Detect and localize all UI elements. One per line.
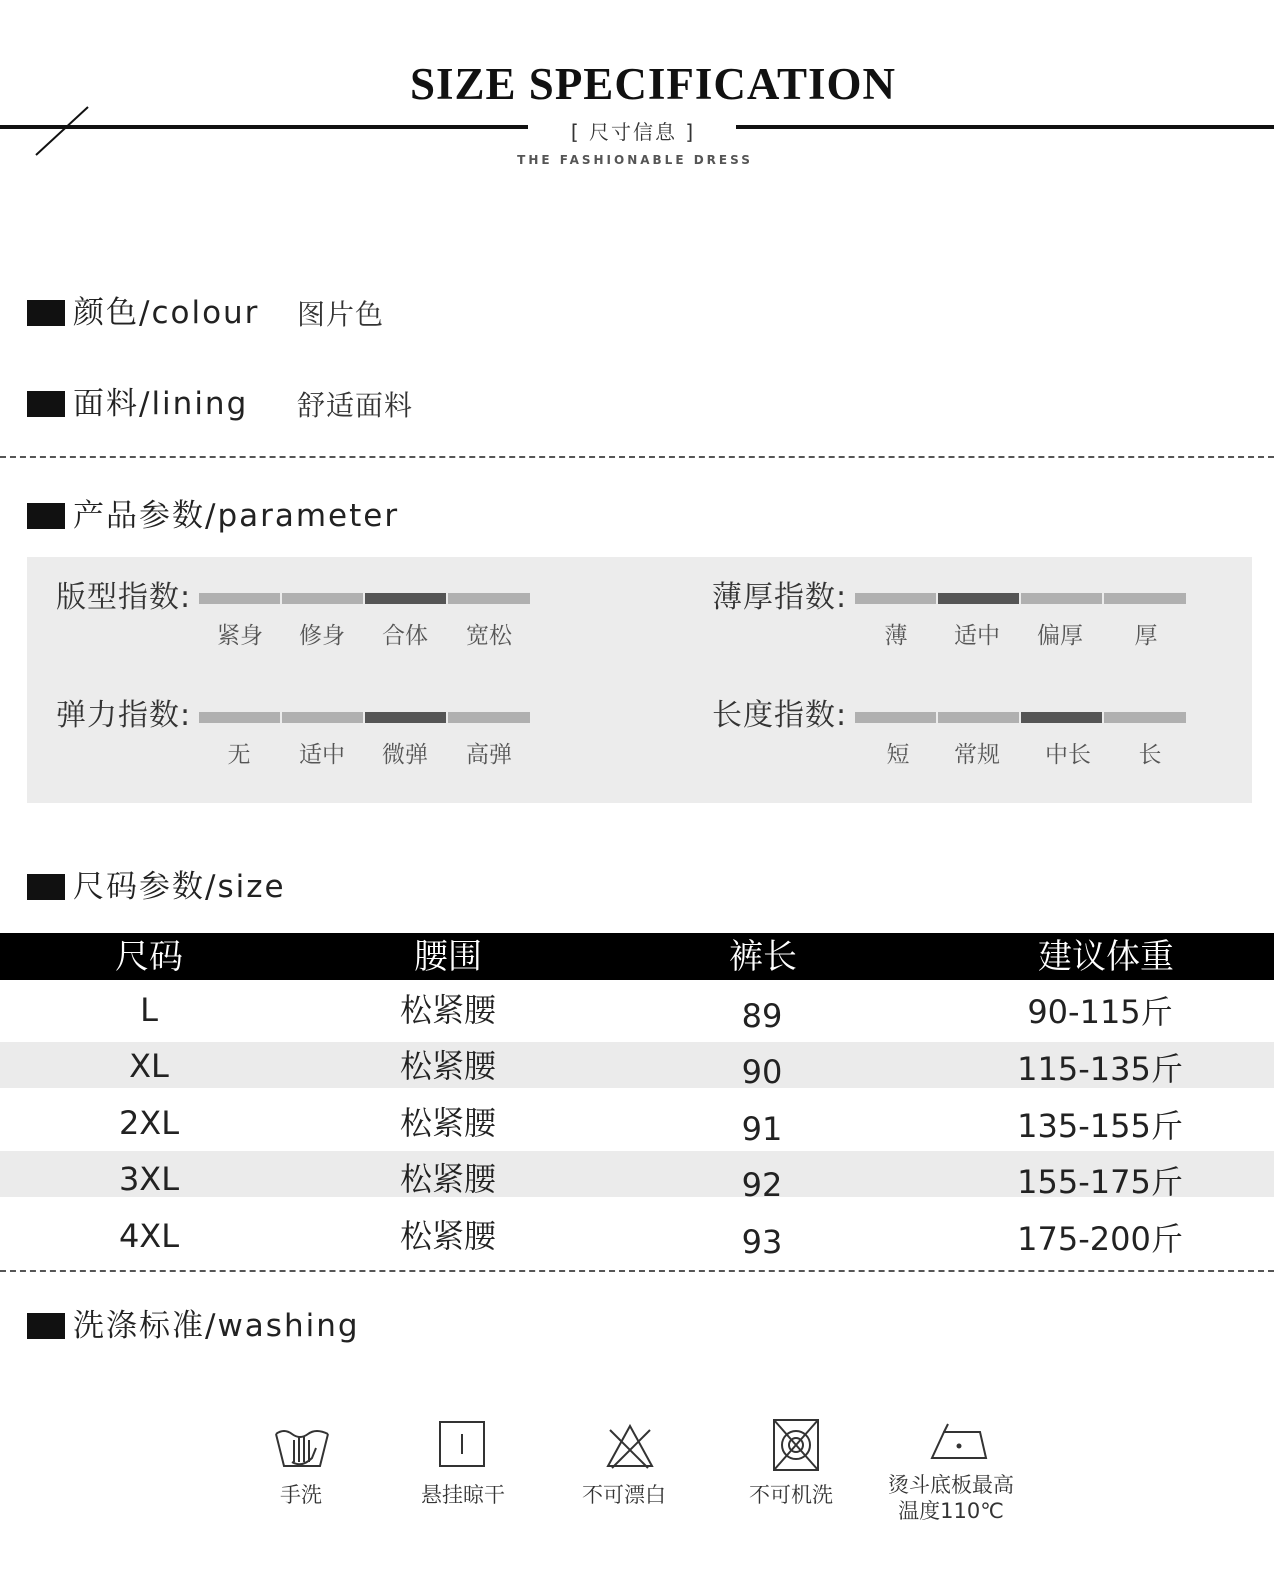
table-cell: 2XL [118,1104,180,1142]
elasticity-option: 微弹 [382,742,428,768]
fit-option: 紧身 [217,623,263,649]
table-cell: 松紧腰 [399,1160,496,1198]
table-cell: 115-135斤 [1017,1050,1183,1088]
length-option: 长 [1138,742,1162,768]
lining-value: 舒适面料 [297,389,414,422]
fit-index-segment [199,593,280,604]
table-cell: 松紧腰 [399,1047,496,1085]
hang-dry-label: 悬挂晾干 [421,1483,505,1507]
table-cell: 松紧腰 [399,991,496,1029]
table-cell: 155-175斤 [1017,1163,1183,1201]
fit-index-segment-selected [365,593,446,604]
fit-index-label: 版型指数: [56,580,192,615]
header-subtitle: [ 尺寸信息 ] [570,120,696,144]
table-cell: 92 [741,1166,783,1204]
thickness-index-label: 薄厚指数: [712,580,848,615]
elasticity-option: 无 [227,742,251,768]
table-cell: L [140,991,158,1029]
thickness-index-segment [855,593,936,604]
column-header: 腰围 [414,937,482,977]
length-index-segment [938,712,1019,723]
elasticity-index-segment-selected [365,712,446,723]
table-cell: 4XL [118,1217,180,1255]
table-cell: 135-155斤 [1017,1107,1183,1145]
hand-wash-label: 手洗 [280,1483,322,1507]
washing-title: 洗涤标准/washing [73,1308,360,1344]
size-title: 尺码参数/size [73,869,286,905]
section-marker [27,503,65,529]
thickness-option: 薄 [884,623,908,649]
section-marker [27,391,65,417]
header-rule-right [736,125,1274,129]
header-tagline: THE FASHIONABLE DRESS [517,153,753,167]
iron-label: 烫斗底板最高 [888,1473,1014,1497]
no-machine-wash-label: 不可机洗 [749,1483,833,1507]
table-cell: 175-200斤 [1017,1220,1183,1258]
no-machine-wash-icon [766,1414,826,1474]
column-header: 建议体重 [1038,937,1174,977]
length-index-label: 长度指数: [712,698,848,733]
iron-label-line2: 温度110℃ [898,1499,1004,1523]
fit-index-segment [282,593,363,604]
elasticity-index-segment [282,712,363,723]
length-option: 常规 [954,742,1000,768]
table-cell: 松紧腰 [399,1104,496,1142]
fit-option: 修身 [299,623,345,649]
thickness-option: 适中 [954,623,1000,649]
elasticity-index-segment [199,712,280,723]
length-index-segment [855,712,936,723]
table-cell: 93 [741,1223,783,1261]
table-cell: 90 [741,1053,783,1091]
no-bleach-icon [600,1418,660,1478]
column-header: 裤长 [729,937,797,977]
column-header: 尺码 [115,937,183,977]
colour-label: 颜色/colour [73,295,260,331]
parameter-title: 产品参数/parameter [73,498,400,534]
table-cell: 91 [741,1110,783,1148]
iron-icon [928,1418,992,1478]
section-marker [27,300,65,326]
elasticity-option: 适中 [299,742,345,768]
thickness-option: 厚 [1134,623,1158,649]
divider [0,456,1274,458]
fit-option: 合体 [382,623,428,649]
table-cell: 90-115斤 [1027,993,1173,1031]
length-option: 短 [886,742,910,768]
decorative-slash-icon [34,105,94,159]
hang-dry-icon [434,1416,494,1476]
table-cell: 松紧腰 [399,1217,496,1255]
table-cell: XL [129,1047,169,1085]
table-cell: 89 [741,997,783,1035]
elasticity-index-segment [448,712,530,723]
length-index-segment [1104,712,1186,723]
no-bleach-label: 不可漂白 [582,1483,666,1507]
hand-wash-icon [272,1418,332,1478]
page-title: SIZE SPECIFICATION [409,59,897,109]
colour-value: 图片色 [297,298,385,331]
lining-label: 面料/lining [73,386,249,422]
fit-option: 宽松 [466,623,512,649]
thickness-index-segment-selected [938,593,1019,604]
section-marker [27,874,65,900]
thickness-index-segment [1021,593,1102,604]
length-option: 中长 [1045,742,1091,768]
elasticity-index-label: 弹力指数: [56,698,192,733]
fit-index-segment [448,593,530,604]
thickness-option: 偏厚 [1037,623,1083,649]
table-cell: 3XL [118,1160,180,1198]
length-index-segment-selected [1021,712,1102,723]
section-marker [27,1313,65,1339]
divider [0,1270,1274,1272]
thickness-index-segment [1104,593,1186,604]
elasticity-option: 高弹 [466,742,512,768]
